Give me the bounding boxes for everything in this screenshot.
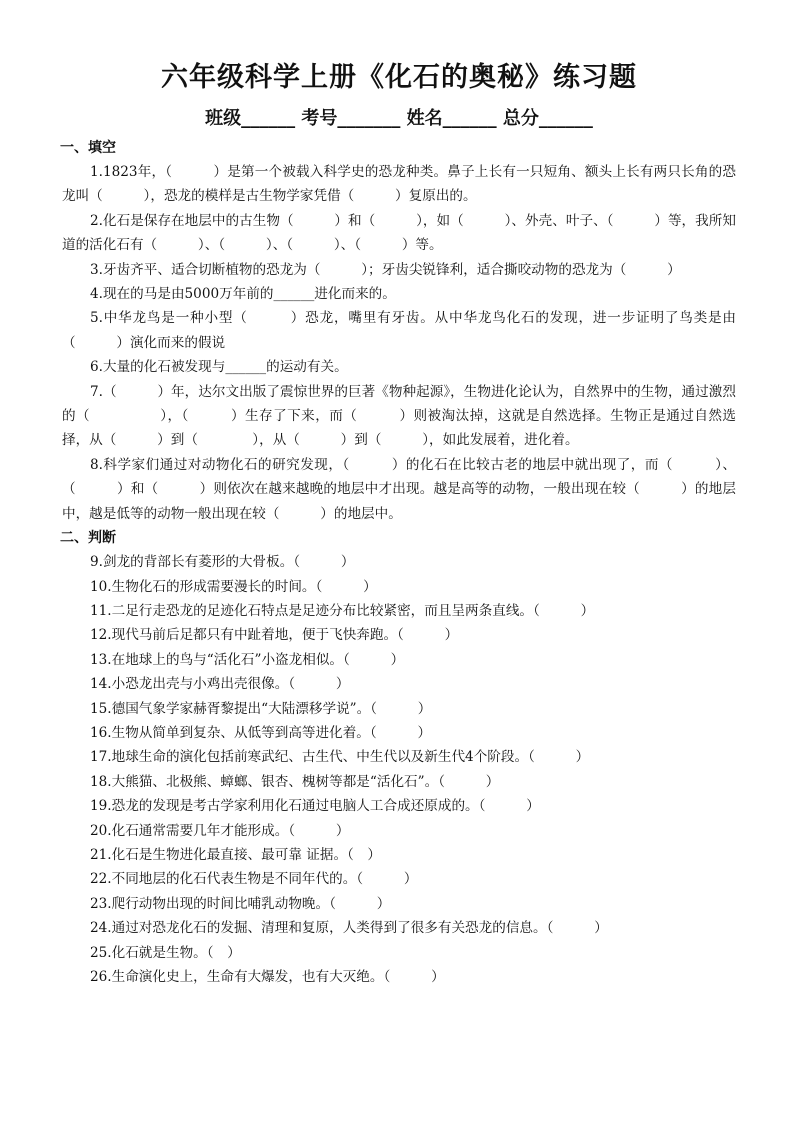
- exam-number-field: 考号_______: [301, 108, 401, 129]
- question-item: 2.化石是保存在地层中的古生物（ ）和（ ），如（ ）、外壳、叶子、（ ）等，我所知道的活化石有（ ）、（ ）、（ ）、（ ）等。: [62, 212, 736, 254]
- question-item: 3.牙齿齐平、适合切断植物的恐龙为（ ）；牙齿尖锐锋利，适合撕咬动物的恐龙为（ ）: [90, 261, 681, 278]
- question-item: 5.中华龙鸟是一种小型（ ）恐龙，嘴里有牙齿。从中华龙鸟化石的发现，进一步证明了鸟类是由（ ）演化而来的假说: [62, 310, 736, 351]
- question-item: 1.1823年，（ ）是第一个被载入科学史的恐龙种类。鼻子上长有一只短角、额头上长有两只长角的恐龙叫（ ），恐龙的模样是古生物学家凭借（ ）复原出的。: [62, 164, 736, 205]
- question-item: 12.现代马前后足都只有中趾着地，便于飞快奔跑。（ ）: [90, 627, 459, 644]
- class-field: 班级______: [205, 108, 296, 129]
- question-item: 8.科学家们通过对动物化石的研究发现，（ ）的化石在比较古老的地层中就出现了，而（ ）、（ ）和（ ）则依次在越来越晚的地层中才出现。越是高等的动物，一般出现在较（ ）的地层中，越是低等的动物一般出现在较（ ）的地层中。: [62, 456, 736, 522]
- question-item: 16.生物从简单到复杂、从低等到高等进化着。（ ）: [90, 724, 432, 741]
- name-field: 姓名______: [406, 108, 497, 129]
- score-field: 总分______: [502, 108, 593, 129]
- question-item: 23.爬行动物出现的时间比哺乳动物晚。（ ）: [90, 895, 391, 912]
- question-item: 9.剑龙的背部长有菱形的大骨板。（ ）: [90, 554, 355, 571]
- question-item: 24.通过对恐龙化石的发掘、清理和复原，人类得到了很多有关恐龙的信息。（ ）: [90, 920, 608, 937]
- section-fill-in-heading: 一、填空: [60, 140, 116, 156]
- judgement-questions: [62, 550, 736, 989]
- question-item: 14.小恐龙出壳与小鸡出壳很像。（ ）: [90, 676, 350, 693]
- question-item: 7.（ ）年，达尔文出版了震惊世界的巨著《物种起源》，生物进化论认为，自然界中的生物，通过激烈的（ ），（ ）生存了下来，而（ ）则被淘汰掉，这就是自然选择。生物正是通过自然选择，从（ ）到（ ），从（ ）到（ ），如此发展着，进化着。: [62, 383, 736, 449]
- page-title: 六年级科学上册《化石的奥秘》练习题: [161, 62, 637, 93]
- question-item: 17.地球生命的演化包括前寒武纪、古生代、中生代以及新生代4个阶段。（ ）: [90, 749, 590, 766]
- question-item: 15.德国气象学家赫胥黎提出“大陆漂移学说”。（ ）: [90, 700, 432, 717]
- question-item: 25.化石就是生物。（ ）: [90, 944, 241, 961]
- question-item: 4.现在的马是由5000万年前的______进化而来的。: [90, 286, 396, 303]
- question-item: 11.二足行走恐龙的足迹化石特点是足迹分布比较紧密，而且呈两条直线。（ ）: [90, 602, 595, 619]
- question-item: 10.生物化石的形成需要漫长的时间。（ ）: [90, 578, 377, 595]
- question-item: 13.在地球上的鸟与“活化石”小盗龙相似。（ ）: [90, 651, 405, 668]
- question-item: 18.大熊猫、北极熊、蟑螂、银杏、槐树等都是“活化石”。（ ）: [90, 773, 500, 790]
- question-item: 20.化石通常需要几年才能形成。（ ）: [90, 822, 350, 839]
- question-item: 21.化石是生物进化最直接、最可靠 证据。（ ）: [90, 846, 382, 863]
- question-item: 6.大量的化石被发现与______的运动有关。: [90, 359, 348, 376]
- section-judgement-heading: 二、判断: [60, 530, 116, 547]
- question-item: 19.恐龙的发现是考古学家利用化石通过电脑人工合成还原成的。（ ）: [90, 798, 540, 815]
- question-item: 22.不同地层的化石代表生物是不同年代的。（ ）: [90, 871, 418, 888]
- fill-in-questions: [62, 160, 736, 526]
- student-info-line: [62, 106, 736, 132]
- question-item: 26.生命演化史上，生命有大爆发，也有大灭绝。（ ）: [90, 969, 445, 985]
